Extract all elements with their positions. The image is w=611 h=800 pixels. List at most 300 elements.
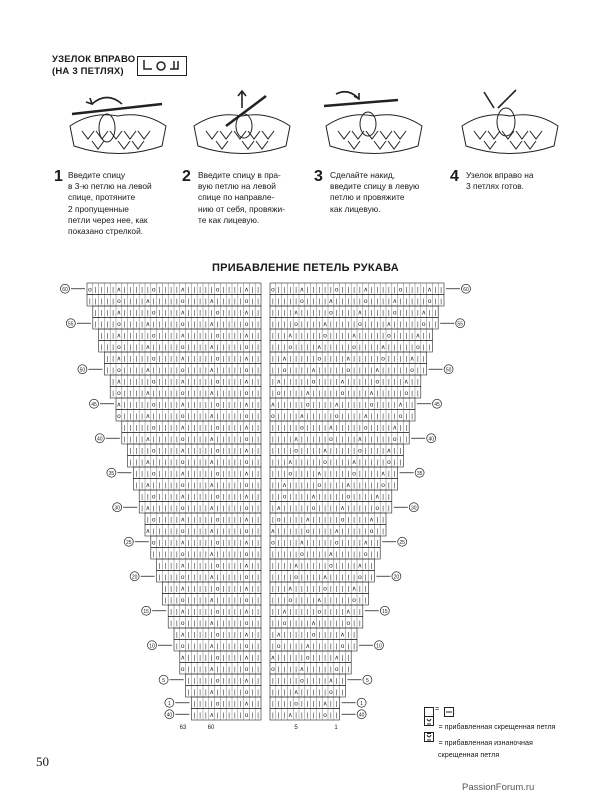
stitch-symbol: | xyxy=(353,608,355,616)
stitch-symbol: | xyxy=(295,367,297,374)
stitch-symbol: o xyxy=(427,298,432,305)
stitch-symbol: | xyxy=(129,424,132,432)
stitch-symbol: | xyxy=(234,654,236,662)
stitch-symbol: | xyxy=(306,424,309,432)
stitch-symbol: | xyxy=(158,516,161,524)
stitch-symbol: | xyxy=(147,309,149,317)
stitch-symbol: | xyxy=(193,620,196,627)
stitch-symbol: | xyxy=(341,608,344,616)
stitch-symbol: | xyxy=(388,390,390,397)
stitch-symbol: | xyxy=(335,677,338,685)
stitch-symbol: | xyxy=(112,298,114,305)
stitch-symbol: | xyxy=(364,447,367,455)
stitch-symbol: | xyxy=(193,516,196,524)
text-line: те как лицевую. xyxy=(198,214,260,225)
stitch-symbol: | xyxy=(289,436,292,443)
stitch-symbol: o xyxy=(375,378,380,386)
stitch-symbol: | xyxy=(347,597,350,604)
stitch-symbol: | xyxy=(129,298,132,305)
stitch-symbol: | xyxy=(228,539,230,547)
stitch-symbol: o xyxy=(151,539,156,547)
stitch-symbol: | xyxy=(199,516,201,524)
stitch-symbol: | xyxy=(341,332,344,340)
stitch-symbol: | xyxy=(251,436,254,443)
stitch-symbol: | xyxy=(170,597,172,604)
stitch-symbol: ∧ xyxy=(328,424,334,432)
stitch-symbol: | xyxy=(222,516,225,524)
stitch-symbol: | xyxy=(222,643,225,650)
stitch-symbol: ∧ xyxy=(398,401,403,409)
stitch-symbol: | xyxy=(234,677,236,685)
stitch-symbol: | xyxy=(301,332,303,340)
stitch-symbol: | xyxy=(158,355,161,363)
stitch-symbol: | xyxy=(187,447,190,455)
stitch-symbol: o xyxy=(180,344,185,351)
stitch-symbol: | xyxy=(272,505,274,512)
text-line: 3 петлях готов. xyxy=(466,181,525,192)
stitch-symbol: | xyxy=(324,424,326,432)
stitch-symbol: | xyxy=(112,344,114,351)
stitch-symbol: | xyxy=(187,321,190,328)
text-line: спице по направле- xyxy=(198,192,275,203)
stitch-symbol: o xyxy=(311,378,316,386)
stitch-symbol: | xyxy=(234,562,236,570)
stitch-symbol: | xyxy=(382,321,384,328)
stitch-symbol: | xyxy=(199,332,201,340)
stitch-symbol: | xyxy=(318,539,321,547)
stitch-symbol: | xyxy=(353,413,355,420)
stitch-symbol: | xyxy=(382,390,384,397)
stitch-symbol: | xyxy=(370,367,373,374)
stitch-symbol: | xyxy=(193,528,196,535)
stitch-symbol: | xyxy=(251,344,254,351)
stitch-symbol: | xyxy=(216,298,219,305)
stitch-symbol: | xyxy=(353,528,355,535)
stitch-symbol: | xyxy=(193,585,196,593)
stitch-symbol: | xyxy=(164,539,167,547)
stitch-symbol: | xyxy=(164,332,167,340)
stitch-symbol: | xyxy=(176,378,178,386)
stitch-symbol: | xyxy=(176,631,178,639)
stitch-symbol: o xyxy=(151,470,156,478)
stitch-symbol: | xyxy=(306,620,309,627)
stitch-symbol: | xyxy=(234,344,236,351)
stitch-symbol: | xyxy=(301,597,303,604)
stitch-symbol: | xyxy=(205,608,207,616)
stitch-symbol: | xyxy=(277,298,280,305)
stitch-symbol: | xyxy=(187,309,190,317)
stitch-symbol: | xyxy=(222,585,225,593)
stitch-symbol: | xyxy=(193,700,196,708)
stitch-symbol: | xyxy=(306,505,309,512)
stitch-symbol: | xyxy=(158,401,161,409)
stitch-symbol: | xyxy=(330,482,332,489)
stitch-symbol: | xyxy=(141,413,143,420)
stitch-symbol: | xyxy=(347,447,350,455)
right-row-marker-label: 55 xyxy=(457,321,463,328)
stitch-symbol: | xyxy=(359,597,361,604)
stitch-symbol: | xyxy=(370,447,373,455)
left-row-marker-label: 10 xyxy=(149,643,155,650)
stitch-symbol: | xyxy=(147,332,149,340)
stitch-symbol: | xyxy=(347,321,350,328)
stitch-symbol: | xyxy=(141,321,143,328)
stitch-symbol: ∧ xyxy=(209,298,215,305)
stitch-symbol: | xyxy=(112,355,114,363)
stitch-symbol: | xyxy=(222,413,225,420)
stitch-symbol: | xyxy=(222,666,225,673)
stitch-symbol: | xyxy=(193,608,196,616)
stitch-symbol: | xyxy=(306,482,309,489)
stitch-symbol: ∧ xyxy=(180,378,186,386)
stitch-symbol: | xyxy=(251,700,254,708)
stitch-symbol: | xyxy=(370,459,373,466)
stitch-symbol: | xyxy=(335,459,338,466)
right-row-marker-label: 60 xyxy=(463,286,469,293)
stitch-symbol: | xyxy=(135,355,138,363)
stitch-symbol: | xyxy=(257,413,259,420)
stitch-symbol: | xyxy=(341,470,344,478)
stitch-symbol: | xyxy=(257,516,259,524)
stitch-symbol: | xyxy=(364,309,367,317)
stitch-symbol: | xyxy=(376,482,379,489)
stitch-symbol: | xyxy=(306,585,309,593)
stitch-symbol: | xyxy=(234,401,236,409)
stitch-symbol: | xyxy=(210,654,213,662)
stitch-symbol: | xyxy=(289,309,292,317)
stitch-symbol: | xyxy=(199,689,201,696)
stitch-symbol: | xyxy=(205,378,207,386)
stitch-symbol: | xyxy=(216,482,219,489)
stitch-symbol: | xyxy=(141,505,143,512)
stitch-symbol: ∧ xyxy=(145,344,151,351)
stitch-symbol: | xyxy=(283,539,286,547)
stitch-symbol: | xyxy=(330,493,332,501)
stitch-symbol: ∧ xyxy=(180,562,186,570)
stitch-symbol: | xyxy=(335,332,338,340)
stitch-symbol: | xyxy=(306,436,309,443)
stitch-symbol: | xyxy=(393,470,396,478)
stitch-symbol: ∧ xyxy=(293,689,299,696)
stitch-symbol: | xyxy=(193,436,196,443)
stitch-symbol: | xyxy=(335,562,338,570)
stitch-symbol: | xyxy=(210,562,213,570)
stitch-symbol: | xyxy=(289,505,292,512)
stitch-symbol: | xyxy=(277,551,280,558)
stitch-symbol: | xyxy=(158,424,161,432)
stitch-symbol: | xyxy=(164,482,167,489)
stitch-symbol: | xyxy=(123,309,126,317)
stitch-symbol: | xyxy=(324,309,326,317)
stitch-symbol: | xyxy=(330,631,332,639)
stitch-symbol: ∧ xyxy=(209,712,215,719)
stitch-symbol: | xyxy=(193,401,196,409)
stitch-symbol: ∧ xyxy=(328,298,334,305)
stitch-symbol: ∧ xyxy=(209,459,215,466)
stitch-symbol: | xyxy=(222,459,225,466)
stitch-symbol: | xyxy=(335,436,338,443)
stitch-symbol: | xyxy=(283,378,286,386)
stitch-symbol: | xyxy=(347,562,350,570)
stitch-symbol: | xyxy=(359,390,361,397)
stitch-symbol: | xyxy=(324,516,326,524)
stitch-symbol: | xyxy=(341,367,344,374)
stitch-symbol: | xyxy=(129,367,132,374)
stitch-symbol: | xyxy=(324,597,326,604)
stitch-symbol: | xyxy=(324,551,326,558)
stitch-symbol: | xyxy=(376,355,379,363)
stitch-symbol: | xyxy=(257,332,259,340)
stitch-symbol: | xyxy=(187,367,190,374)
left-row-marker-label: 25 xyxy=(126,539,132,546)
stitch-symbol: | xyxy=(393,459,396,466)
stitch-symbol: | xyxy=(330,712,332,719)
stitch-symbol: | xyxy=(251,620,254,627)
stitch-symbol: | xyxy=(324,654,326,662)
stitch-symbol: | xyxy=(176,459,178,466)
stitch-symbol: | xyxy=(318,516,321,524)
stitch-symbol: | xyxy=(187,608,190,616)
stitch-symbol: | xyxy=(199,482,201,489)
stitch-symbol: | xyxy=(234,631,236,639)
stitch-symbol: | xyxy=(234,666,236,673)
stitch-symbol: | xyxy=(417,286,419,294)
stitch-symbol: | xyxy=(210,424,213,432)
stitch-symbol: o xyxy=(244,390,249,397)
stitch-symbol: | xyxy=(324,493,326,501)
stitch-symbol: o xyxy=(311,505,316,512)
stitch-symbol: | xyxy=(228,447,230,455)
stitch-symbol: | xyxy=(306,355,309,363)
stitch-symbol: | xyxy=(306,470,309,478)
stitch-symbol: | xyxy=(222,378,225,386)
stitch-symbol: | xyxy=(289,378,292,386)
stitch-symbol: | xyxy=(277,528,280,535)
stitch-symbol: ∧ xyxy=(180,355,186,363)
stitch-symbol: | xyxy=(347,436,350,443)
stitch-symbol: | xyxy=(222,539,225,547)
stitch-symbol: ∧ xyxy=(299,666,305,673)
stitch-symbol: ∧ xyxy=(386,447,392,455)
stitch-symbol: | xyxy=(135,401,138,409)
stitch-symbol: | xyxy=(283,505,286,512)
stitch-symbol: | xyxy=(399,355,402,363)
stitch-symbol: | xyxy=(106,298,109,305)
stitch-symbol: | xyxy=(301,516,303,524)
stitch-symbol: | xyxy=(176,597,178,604)
stitch-symbol: o xyxy=(300,677,304,685)
stitch-symbol: | xyxy=(434,321,437,328)
stitch-symbol: | xyxy=(199,344,201,351)
stitch-symbol: | xyxy=(257,344,259,351)
stitch-symbol: | xyxy=(228,286,230,294)
stitch-symbol: | xyxy=(341,482,344,489)
stitch-symbol: | xyxy=(257,562,259,570)
stitch-symbol: ∧ xyxy=(270,654,276,662)
stitch-symbol: | xyxy=(234,643,236,650)
stitch-symbol: | xyxy=(257,585,259,593)
stitch-symbol: | xyxy=(228,528,230,535)
stitch-symbol: | xyxy=(289,413,292,420)
stitch-symbol: | xyxy=(193,309,196,317)
stitch-symbol: | xyxy=(277,689,280,696)
stitch-symbol: | xyxy=(324,620,326,627)
stitch-symbol: | xyxy=(170,551,172,558)
stitch-symbol: | xyxy=(370,321,373,328)
stitch-symbol: | xyxy=(359,332,361,340)
stitch-symbol: o xyxy=(215,332,220,340)
left-row-marker-label: 30 xyxy=(114,505,120,512)
stitch-symbol: | xyxy=(251,332,254,340)
stitch-symbol: | xyxy=(388,378,390,386)
stitch-symbol: | xyxy=(239,528,242,535)
stitch-symbol: | xyxy=(422,344,425,351)
stitch-symbol: | xyxy=(216,505,219,512)
stitch-symbol: | xyxy=(306,666,309,673)
stitch-symbol: | xyxy=(222,482,225,489)
stitch-symbol: | xyxy=(164,309,167,317)
stitch-symbol: | xyxy=(234,574,236,581)
stitch-symbol: ∧ xyxy=(244,585,249,593)
stitch-symbol: | xyxy=(257,470,259,478)
stitch-symbol: | xyxy=(324,608,326,616)
stitch-symbol: | xyxy=(335,712,338,719)
stitch-symbol: o xyxy=(180,597,185,604)
stitch-symbol: | xyxy=(193,447,196,455)
stitch-symbol: ∧ xyxy=(276,505,282,512)
stitch-symbol: | xyxy=(176,620,178,627)
stitch-symbol: | xyxy=(199,355,201,363)
stitch-symbol: | xyxy=(176,551,178,558)
stitch-symbol: o xyxy=(340,516,345,524)
stitch-symbol: | xyxy=(228,459,230,466)
stitch-symbol: | xyxy=(234,367,236,374)
stitch-symbol: | xyxy=(428,332,431,340)
stitch-symbol: | xyxy=(193,482,196,489)
stitch-symbol: | xyxy=(335,574,338,581)
stitch-symbol: | xyxy=(222,321,225,328)
stitch-symbol: | xyxy=(234,539,236,547)
stitch-symbol: | xyxy=(318,677,321,685)
stitch-symbol: | xyxy=(347,551,350,558)
stitch-symbol: | xyxy=(129,401,132,409)
stitch-symbol: | xyxy=(210,700,213,708)
stitch-symbol: | xyxy=(251,712,254,719)
stitch-symbol: ∧ xyxy=(357,309,363,317)
stitch-symbol: | xyxy=(301,390,303,397)
stitch-symbol: | xyxy=(228,608,230,616)
stitch-symbol: | xyxy=(312,424,315,432)
stitch-symbol: | xyxy=(382,309,384,317)
stitch-symbol: | xyxy=(193,562,196,570)
stitch-symbol: | xyxy=(347,574,350,581)
stitch-symbol: | xyxy=(228,344,230,351)
stitch-symbol: | xyxy=(228,516,230,524)
stitch-symbol: | xyxy=(257,631,259,639)
stitch-symbol: | xyxy=(94,286,97,294)
stitch-symbol: | xyxy=(170,309,172,317)
stitch-symbol: | xyxy=(330,355,332,363)
stitch-symbol: | xyxy=(228,551,230,558)
stitch-symbol: | xyxy=(324,286,326,294)
stitch-symbol: | xyxy=(295,654,297,662)
stitch-symbol: | xyxy=(199,447,201,455)
stitch-symbol: | xyxy=(393,401,396,409)
stitch-symbol: | xyxy=(353,424,355,432)
stitch-symbol: | xyxy=(376,516,379,524)
stitch-symbol: | xyxy=(330,401,332,409)
stitch-symbol: | xyxy=(152,367,155,374)
stitch-symbol: | xyxy=(228,597,230,604)
knot-title-line1: УЗЕЛОК ВПРАВО xyxy=(52,54,136,65)
stitch-symbol: | xyxy=(257,286,259,294)
stitch-symbol: | xyxy=(289,677,292,685)
stitch-symbol: | xyxy=(222,689,225,696)
stitch-symbol: | xyxy=(434,298,437,305)
stitch-symbol: | xyxy=(257,654,259,662)
stitch-symbol: ∧ xyxy=(322,321,328,328)
stitch-symbol: | xyxy=(164,367,167,374)
stitch-symbol: | xyxy=(306,700,309,708)
stitch-symbol: | xyxy=(216,436,219,443)
stitch-symbol: | xyxy=(170,424,172,432)
stitch-symbol: | xyxy=(205,470,207,478)
stitch-symbol: | xyxy=(205,413,207,420)
stitch-symbol: | xyxy=(324,378,326,386)
stitch-symbol: | xyxy=(176,436,178,443)
stitch-symbol: | xyxy=(359,585,361,593)
stitch-symbol: o xyxy=(294,321,298,328)
stitch-symbol: o xyxy=(244,597,249,604)
stitch-symbol: | xyxy=(170,367,172,374)
stitch-symbol: ∧ xyxy=(351,585,357,593)
stitch-symbol: | xyxy=(272,620,274,627)
stitch-symbol: | xyxy=(277,608,280,616)
stitch-symbol: | xyxy=(422,286,425,294)
stitch-symbol: | xyxy=(295,631,297,639)
stitch-symbol: o xyxy=(398,286,403,294)
stitch-symbol: | xyxy=(335,298,338,305)
stitch-symbol: | xyxy=(382,505,384,512)
stitch-symbol: ∧ xyxy=(244,470,249,478)
stitch-symbol: | xyxy=(170,459,172,466)
stitch-symbol: | xyxy=(210,608,213,616)
stitch-symbol: o xyxy=(282,493,287,501)
stitch-symbol: | xyxy=(353,631,355,639)
stitch-symbol: | xyxy=(257,401,259,409)
stitch-symbol: o xyxy=(151,401,156,409)
stitch-symbol: o xyxy=(215,447,220,455)
stitch-symbol: | xyxy=(176,309,178,317)
stitch-symbol: | xyxy=(205,677,207,685)
stitch-symbol: | xyxy=(234,516,236,524)
stitch-symbol: | xyxy=(170,505,172,512)
stitch-symbol: | xyxy=(353,309,355,317)
stitch-symbol: o xyxy=(180,413,185,420)
stitch-symbol: | xyxy=(306,447,309,455)
stitch-symbol: | xyxy=(318,298,321,305)
right-row-marker-label: 35 xyxy=(416,470,423,477)
stitch-symbol: | xyxy=(301,459,303,466)
stitch-symbol: | xyxy=(187,585,190,593)
stitch-symbol: | xyxy=(239,436,242,443)
stitch-symbol: ∧ xyxy=(363,539,369,547)
stitch-symbol: | xyxy=(277,597,280,604)
stitch-symbol: ∧ xyxy=(116,401,122,409)
stitch-symbol: ∧ xyxy=(209,551,215,558)
stitch-symbol: | xyxy=(312,654,315,662)
stitch-symbol: | xyxy=(341,401,344,409)
